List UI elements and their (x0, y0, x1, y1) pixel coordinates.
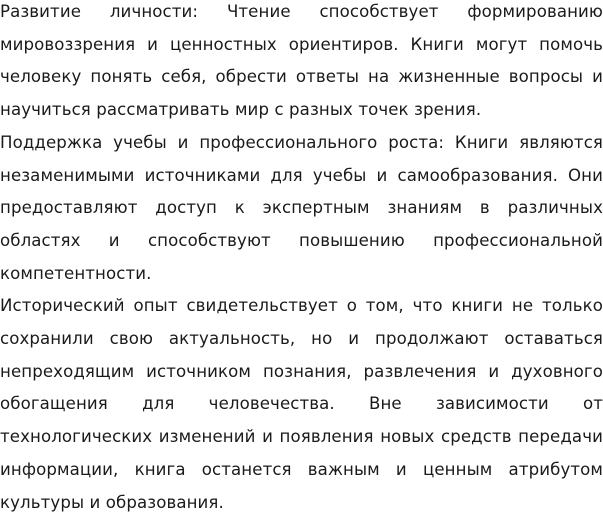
paragraph-personal-development: Развитие личности: Чтение способствует формированию мировоззрения и ценностных ориентиров. Книги могут помочь человеку понять себя, обрести ответы на жизненные вопросы и научиться рассматривать мир с разных точек зрения. (0, 2, 603, 120)
paragraph-historical-experience: Исторический опыт свидетельствует о том, что книги не только сохранили свою актуальность, но и продолжают оставаться непреходящим источником познания, развлечения и духовного обогащения для человечества. Вне зависимости от технологических изменений и появления новых средств передачи информации, книга останется важным и ценным атрибутом культуры и образования. (0, 296, 603, 512)
paragraph-education-support: Поддержка учебы и профессионального роста: Книги являются незаменимыми источниками для учебы и самообразования. Они предоставляют доступ к экспертным знаниям в различных областях и способствуют повышению профессиональной компетентности. (0, 132, 603, 283)
